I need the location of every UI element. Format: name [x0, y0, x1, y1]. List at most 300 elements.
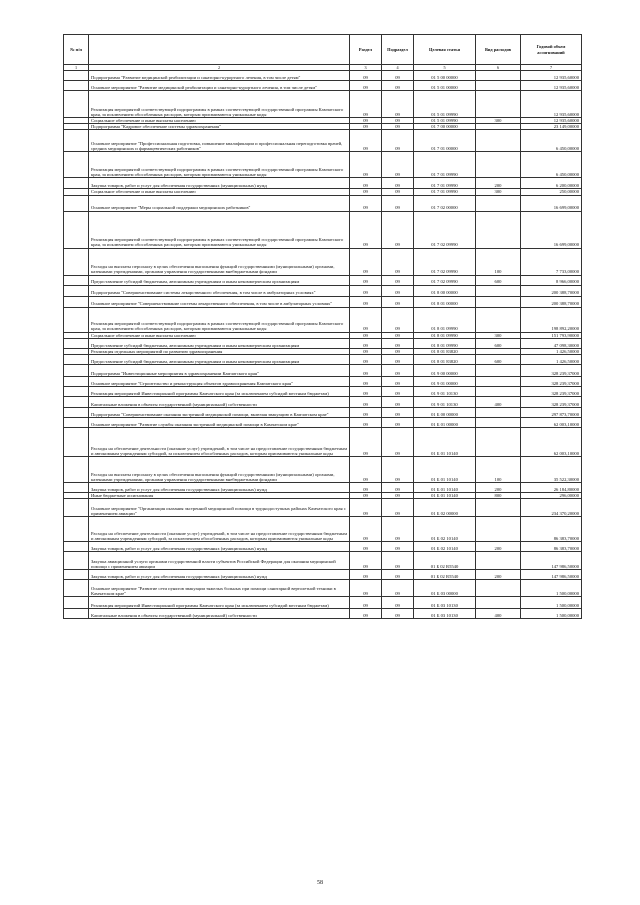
row-target-article-cell: 01 Б 02 R5540	[414, 570, 476, 580]
row-razdel-cell: 09	[350, 348, 382, 354]
row-amount-cell: 200 388,70000	[521, 285, 582, 296]
row-name-cell: Реализация мероприятий соответствующей подпрограммы в рамках соответствующей государственной программы Камчатского края, за исключением обособленных расходов, которым присваиваются уникальные коды	[89, 91, 350, 118]
row-podrazdel-cell: 09	[382, 81, 414, 91]
row-razdel-cell: 09	[350, 178, 382, 189]
row-target-article-cell: 01 8 01 09990	[414, 307, 476, 332]
row-expense-type-cell: 200	[476, 483, 521, 493]
row-target-article-cell: 01 7 01 09990	[414, 178, 476, 189]
table-row	[64, 457, 582, 483]
row-target-article-cell: 01 Б 01 10140	[414, 493, 476, 499]
row-number-cell	[64, 355, 89, 365]
row-name-cell: Основное мероприятие "Профессиональная подготовка, повышение квалификации и профессиональная переподготовка врачей, средних медицинских и фармацевтических работников"	[89, 130, 350, 152]
row-razdel-cell: 09	[350, 91, 382, 118]
row-amount-cell: 7 733,00000	[521, 248, 582, 275]
row-name-cell: Социальное обеспечение и иные выплаты населению	[89, 118, 350, 124]
table-row	[64, 517, 582, 542]
row-expense-type-cell: 300	[476, 118, 521, 124]
table-row	[64, 580, 582, 597]
row-target-article-cell: 01 Б 01 10140	[414, 457, 476, 483]
row-amount-cell: 234 370,20000	[521, 499, 582, 517]
row-target-article-cell: 01 Б 02 00000	[414, 499, 476, 517]
table-row	[64, 195, 582, 211]
row-number-cell	[64, 428, 89, 457]
row-name-cell: Реализация мероприятий Инвестиционной программы Камчатского края (за исключением субсидий местным бюджетам)	[89, 387, 350, 397]
row-name-cell: Подпрограмма "Совершенствование оказания экстренной медицинской помощи, включая эвакуацию в Камчатском крае"	[89, 408, 350, 418]
row-expense-type-cell	[476, 130, 521, 152]
row-razdel-cell: 09	[350, 307, 382, 332]
row-number-cell	[64, 296, 89, 307]
row-name-cell: Предоставление субсидий бюджетным, автономным учреждениям и иным некоммерческим организациям	[89, 355, 350, 365]
row-target-article-cell: 01 Б 03 00000	[414, 580, 476, 597]
row-amount-cell: 198 892,20000	[521, 307, 582, 332]
row-target-article-cell: 01 Б 01 00000	[414, 418, 476, 428]
row-expense-type-cell	[476, 91, 521, 118]
row-target-article-cell: 01 7 02 09990	[414, 275, 476, 285]
row-expense-type-cell	[476, 387, 521, 397]
row-target-article-cell: 01 7 01 09990	[414, 152, 476, 178]
row-number-cell	[64, 597, 89, 609]
row-amount-cell: 328 239,37000	[521, 365, 582, 377]
row-amount-cell: 147 986,50000	[521, 552, 582, 570]
column-index: 2	[89, 65, 350, 71]
row-number-cell	[64, 195, 89, 211]
row-podrazdel-cell: 09	[382, 130, 414, 152]
row-amount-cell: 12 935,60000	[521, 71, 582, 81]
row-number-cell	[64, 387, 89, 397]
header-target-article: Целевая статья	[414, 35, 476, 65]
row-amount-cell: 47 098,30000	[521, 338, 582, 348]
table-row	[64, 365, 582, 377]
table-row	[64, 91, 582, 118]
row-number-cell	[64, 483, 89, 493]
column-index: 1	[64, 65, 89, 71]
row-name-cell: Подпрограмма "Инвестиционные мероприятия в здравоохранении Камчатского края"	[89, 365, 350, 377]
row-podrazdel-cell: 09	[382, 570, 414, 580]
row-expense-type-cell: 800	[476, 493, 521, 499]
row-name-cell: Капитальные вложения в объекты государственной (муниципальной) собственности	[89, 397, 350, 408]
column-index: 5	[414, 65, 476, 71]
row-amount-cell: 16 699,00000	[521, 211, 582, 248]
row-name-cell: Основное мероприятие "Строительство и реконструкция объектов здравоохранения Камчатского края"	[89, 377, 350, 387]
row-number-cell	[64, 211, 89, 248]
row-podrazdel-cell: 09	[382, 124, 414, 130]
row-amount-cell: 250,00000	[521, 189, 582, 195]
row-podrazdel-cell: 09	[382, 275, 414, 285]
row-razdel-cell: 09	[350, 124, 382, 130]
row-target-article-cell: 01 8 00 00000	[414, 285, 476, 296]
row-expense-type-cell: 300	[476, 332, 521, 338]
row-expense-type-cell: 400	[476, 397, 521, 408]
row-target-article-cell: 01 5 01 09990	[414, 118, 476, 124]
row-amount-cell: 296,00000	[521, 493, 582, 499]
row-amount-cell: 147 986,50000	[521, 570, 582, 580]
row-amount-cell: 6 200,00000	[521, 178, 582, 189]
row-name-cell: Основное мероприятие "Развитие сети пунктов эвакуации тяжелых больных при помощи санитарной вертолетной техники в Камчатском крае"	[89, 580, 350, 597]
row-amount-cell: 151 793,90000	[521, 332, 582, 338]
row-expense-type-cell	[476, 428, 521, 457]
row-amount-cell: 1 426,50000	[521, 355, 582, 365]
row-podrazdel-cell: 09	[382, 408, 414, 418]
table-row	[64, 248, 582, 275]
row-target-article-cell: 01 7 02 00000	[414, 195, 476, 211]
row-amount-cell: 26 184,80000	[521, 483, 582, 493]
table-row	[64, 338, 582, 348]
row-name-cell: Основное мероприятие "Развитие медицинской реабилитации и санаторно-курортного лечения, в том числе детям"	[89, 81, 350, 91]
table-row	[64, 397, 582, 408]
row-number-cell	[64, 418, 89, 428]
row-target-article-cell: 01 Б 01 10140	[414, 483, 476, 493]
row-expense-type-cell	[476, 499, 521, 517]
row-podrazdel-cell: 09	[382, 542, 414, 552]
row-expense-type-cell	[476, 211, 521, 248]
row-number-cell	[64, 285, 89, 296]
header-name	[89, 35, 350, 65]
row-podrazdel-cell: 09	[382, 483, 414, 493]
row-number-cell	[64, 570, 89, 580]
row-razdel-cell: 09	[350, 332, 382, 338]
row-name-cell: Иные бюджетные ассигнования	[89, 493, 350, 499]
row-amount-cell: 62 003,10000	[521, 428, 582, 457]
row-amount-cell: 8 966,00000	[521, 275, 582, 285]
table-row	[64, 377, 582, 387]
row-name-cell: Основное мероприятие "Организация оказания экстренной медицинской помощи в труднодоступных районах Камчатского края с применением авиации"	[89, 499, 350, 517]
row-razdel-cell: 09	[350, 493, 382, 499]
row-razdel-cell: 09	[350, 552, 382, 570]
row-name-cell: Реализация отдельных мероприятий по развитию здравоохранения	[89, 348, 350, 354]
row-podrazdel-cell: 09	[382, 348, 414, 354]
row-razdel-cell: 09	[350, 609, 382, 619]
row-expense-type-cell: 300	[476, 189, 521, 195]
row-expense-type-cell	[476, 408, 521, 418]
row-amount-cell: 1 500,00000	[521, 609, 582, 619]
row-expense-type-cell	[476, 377, 521, 387]
row-number-cell	[64, 248, 89, 275]
column-index: 7	[521, 65, 582, 71]
row-expense-type-cell	[476, 285, 521, 296]
row-name-cell: Закупка авиационной услуги органами государственной власти субъектов Российской Федерации для оказания медицинской помощи с применением авиации	[89, 552, 350, 570]
row-target-article-cell: 01 Б 01 10140	[414, 428, 476, 457]
row-razdel-cell: 09	[350, 408, 382, 418]
row-number-cell	[64, 580, 89, 597]
row-razdel-cell: 09	[350, 377, 382, 387]
row-number-cell	[64, 499, 89, 517]
row-name-cell: Основное мероприятие "Меры социальной поддержки медицинских работников"	[89, 195, 350, 211]
row-number-cell	[64, 609, 89, 619]
row-amount-cell: 62 003,10000	[521, 418, 582, 428]
row-name-cell: Закупка товаров, работ и услуг для обеспечения государственных (муниципальных) нужд	[89, 178, 350, 189]
row-number-cell	[64, 275, 89, 285]
row-expense-type-cell	[476, 517, 521, 542]
row-amount-cell: 328 239,37000	[521, 387, 582, 397]
row-razdel-cell: 09	[350, 189, 382, 195]
row-podrazdel-cell: 09	[382, 307, 414, 332]
row-razdel-cell: 09	[350, 338, 382, 348]
row-expense-type-cell: 600	[476, 275, 521, 285]
row-name-cell: Основное мероприятие "Совершенствование системы лекарственного обеспечения, в том числе в амбулаторных условиях"	[89, 296, 350, 307]
row-podrazdel-cell: 09	[382, 397, 414, 408]
row-name-cell: Социальное обеспечение и иные выплаты населению	[89, 332, 350, 338]
row-amount-cell: 86 383,70000	[521, 517, 582, 542]
row-target-article-cell: 01 Б 03 10130	[414, 609, 476, 619]
row-name-cell: Капитальные вложения в объекты государственной (муниципальной) собственности	[89, 609, 350, 619]
row-razdel-cell: 09	[350, 211, 382, 248]
row-podrazdel-cell: 09	[382, 355, 414, 365]
row-expense-type-cell: 400	[476, 609, 521, 619]
row-podrazdel-cell: 09	[382, 118, 414, 124]
table-row	[64, 483, 582, 493]
table-body	[64, 71, 582, 619]
row-razdel-cell: 09	[350, 457, 382, 483]
row-name-cell: Подпрограмма "Кадровое обеспечение системы здравоохранения"	[89, 124, 350, 130]
row-podrazdel-cell: 09	[382, 152, 414, 178]
header-number: № п/п	[64, 35, 89, 65]
row-name-cell: Реализация мероприятий Инвестиционной программы Камчатского края (за исключением субсидий местным бюджетам)	[89, 597, 350, 609]
row-name-cell: Закупка товаров, работ и услуг для обеспечения государственных (муниципальных) нужд	[89, 483, 350, 493]
row-target-article-cell: 01 Б 02 10140	[414, 542, 476, 552]
row-target-article-cell: 01 Б 02 R5540	[414, 552, 476, 570]
row-target-article-cell: 01 9 00 00000	[414, 365, 476, 377]
row-amount-cell: 6 450,00000	[521, 152, 582, 178]
column-index: 3	[350, 65, 382, 71]
row-razdel-cell: 09	[350, 248, 382, 275]
row-expense-type-cell: 600	[476, 338, 521, 348]
row-expense-type-cell	[476, 152, 521, 178]
row-target-article-cell: 01 7 02 09990	[414, 248, 476, 275]
header-expense-type: Вид расходов	[476, 35, 521, 65]
table-row	[64, 542, 582, 552]
row-amount-cell: 328 239,37000	[521, 397, 582, 408]
table-row	[64, 296, 582, 307]
row-number-cell	[64, 377, 89, 387]
header-podrazdel: Подраздел	[382, 35, 414, 65]
row-razdel-cell: 09	[350, 81, 382, 91]
column-index: 4	[382, 65, 414, 71]
row-amount-cell: 16 699,00000	[521, 195, 582, 211]
row-razdel-cell: 09	[350, 428, 382, 457]
row-number-cell	[64, 552, 89, 570]
row-podrazdel-cell: 09	[382, 580, 414, 597]
row-amount-cell: 200 388,70000	[521, 296, 582, 307]
row-expense-type-cell	[476, 418, 521, 428]
row-name-cell: Социальное обеспечение и иные выплаты населению	[89, 189, 350, 195]
row-podrazdel-cell: 09	[382, 597, 414, 609]
row-target-article-cell: 01 8 01 09990	[414, 338, 476, 348]
row-amount-cell: 328 239,37000	[521, 377, 582, 387]
budget-allocation-table	[63, 34, 582, 619]
row-target-article-cell: 01 Б 03 10130	[414, 597, 476, 609]
row-podrazdel-cell: 09	[382, 71, 414, 81]
row-razdel-cell: 09	[350, 418, 382, 428]
row-podrazdel-cell: 09	[382, 178, 414, 189]
row-amount-cell: 12 935,60000	[521, 118, 582, 124]
row-number-cell	[64, 517, 89, 542]
table-row	[64, 81, 582, 91]
table-row	[64, 307, 582, 332]
table-row	[64, 211, 582, 248]
row-expense-type-cell	[476, 195, 521, 211]
row-expense-type-cell: 200	[476, 542, 521, 552]
table-row	[64, 609, 582, 619]
row-amount-cell: 35 522,30000	[521, 457, 582, 483]
row-amount-cell: 297 873,70000	[521, 408, 582, 418]
row-target-article-cell: 01 Б 00 00000	[414, 408, 476, 418]
row-number-cell	[64, 81, 89, 91]
row-expense-type-cell: 100	[476, 457, 521, 483]
row-podrazdel-cell: 09	[382, 332, 414, 338]
row-podrazdel-cell: 09	[382, 189, 414, 195]
table-row	[64, 428, 582, 457]
row-target-article-cell: 01 9 01 10130	[414, 387, 476, 397]
row-name-cell: Расходы на обеспечение деятельности (оказание услуг) учреждений, в том числе на предоставление государственным бюджетным и автономным учреждениям субсидий, за исключением обособленных расходов, которым присваиваются уникальные коды	[89, 428, 350, 457]
row-name-cell: Подпрограмма "Развитие медицинской реабилитации и санаторно-курортного лечения, в том числе детям"	[89, 71, 350, 81]
row-podrazdel-cell: 09	[382, 338, 414, 348]
table-row	[64, 355, 582, 365]
row-podrazdel-cell: 09	[382, 296, 414, 307]
row-number-cell	[64, 397, 89, 408]
row-expense-type-cell: 200	[476, 570, 521, 580]
table-row	[64, 387, 582, 397]
row-podrazdel-cell: 09	[382, 552, 414, 570]
table-row	[64, 570, 582, 580]
row-number-cell	[64, 152, 89, 178]
row-razdel-cell: 09	[350, 285, 382, 296]
row-number-cell	[64, 91, 89, 118]
row-amount-cell: 1 426,50000	[521, 348, 582, 354]
row-podrazdel-cell: 09	[382, 195, 414, 211]
row-razdel-cell: 09	[350, 483, 382, 493]
row-target-article-cell: 01 Б 02 10140	[414, 517, 476, 542]
row-podrazdel-cell: 09	[382, 377, 414, 387]
row-number-cell	[64, 307, 89, 332]
row-target-article-cell: 01 7 02 09990	[414, 211, 476, 248]
row-target-article-cell: 01 9 01 10130	[414, 397, 476, 408]
row-amount-cell: 12 935,60000	[521, 91, 582, 118]
budget-table-sheet	[63, 34, 581, 619]
table-row	[64, 152, 582, 178]
row-podrazdel-cell: 09	[382, 285, 414, 296]
row-razdel-cell: 09	[350, 130, 382, 152]
row-razdel-cell: 09	[350, 580, 382, 597]
row-target-article-cell: 01 5 01 09990	[414, 91, 476, 118]
row-expense-type-cell	[476, 552, 521, 570]
row-amount-cell: 1 500,00000	[521, 597, 582, 609]
table-row	[64, 597, 582, 609]
table-row	[64, 71, 582, 81]
table-row	[64, 130, 582, 152]
row-number-cell	[64, 71, 89, 81]
row-amount-cell: 1 500,00000	[521, 580, 582, 597]
row-target-article-cell: 01 5 00 00000	[414, 71, 476, 81]
row-name-cell: Расходы на выплаты персоналу в целях обеспечения выполнения функций государственными (муниципальными) органами, казенными учреждениями, органами управления государственными внебюджетными фондами	[89, 457, 350, 483]
row-razdel-cell: 09	[350, 275, 382, 285]
row-target-article-cell: 01 8 01 09990	[414, 332, 476, 338]
row-podrazdel-cell: 09	[382, 499, 414, 517]
row-expense-type-cell	[476, 71, 521, 81]
row-number-cell	[64, 338, 89, 348]
row-number-cell	[64, 542, 89, 552]
row-number-cell	[64, 365, 89, 377]
row-razdel-cell: 09	[350, 296, 382, 307]
header-razdel: Раздел	[350, 35, 382, 65]
row-expense-type-cell	[476, 296, 521, 307]
row-podrazdel-cell: 09	[382, 211, 414, 248]
row-razdel-cell: 09	[350, 517, 382, 542]
row-number-cell	[64, 178, 89, 189]
row-target-article-cell: 01 8 01 83820	[414, 348, 476, 354]
row-name-cell: Закупка товаров, работ и услуг для обеспечения государственных (муниципальных) нужд	[89, 542, 350, 552]
row-name-cell: Основное мероприятие "Развитие службы оказания экстренной медицинской помощи в Камчатском крае"	[89, 418, 350, 428]
row-name-cell: Подпрограмма "Совершенствование системы лекарственного обеспечения, в том числе в амбулаторных условиях"	[89, 285, 350, 296]
row-expense-type-cell: 600	[476, 355, 521, 365]
row-amount-cell: 23 149,00000	[521, 124, 582, 130]
row-podrazdel-cell: 09	[382, 609, 414, 619]
row-expense-type-cell: 200	[476, 178, 521, 189]
row-razdel-cell: 09	[350, 542, 382, 552]
table-row	[64, 418, 582, 428]
row-razdel-cell: 09	[350, 152, 382, 178]
row-target-article-cell: 01 7 01 00000	[414, 130, 476, 152]
row-number-cell	[64, 408, 89, 418]
table-header-row	[64, 35, 582, 65]
row-expense-type-cell	[476, 365, 521, 377]
page-number: 58	[317, 880, 323, 886]
row-target-article-cell: 01 7 00 00000	[414, 124, 476, 130]
row-name-cell: Расходы на выплаты персоналу в целях обеспечения выполнения функций государственными (муниципальными) органами, казенными учреждениями, органами управления государственными внебюджетными фондами	[89, 248, 350, 275]
row-podrazdel-cell: 09	[382, 248, 414, 275]
row-amount-cell: 86 383,70000	[521, 542, 582, 552]
row-name-cell: Реализация мероприятий соответствующей подпрограммы в рамках соответствующей государственной программы Камчатского края, за исключением обособленных расходов, которым присваиваются уникальные коды	[89, 211, 350, 248]
column-index: 6	[476, 65, 521, 71]
row-expense-type-cell	[476, 597, 521, 609]
table-row	[64, 275, 582, 285]
table-row	[64, 285, 582, 296]
table-row	[64, 499, 582, 517]
row-razdel-cell: 09	[350, 499, 382, 517]
row-razdel-cell: 09	[350, 71, 382, 81]
table-row	[64, 408, 582, 418]
row-podrazdel-cell: 09	[382, 91, 414, 118]
row-target-article-cell: 01 9 01 00000	[414, 377, 476, 387]
row-number-cell	[64, 130, 89, 152]
header-annual-amount: Годовой объем ассигнований	[521, 35, 582, 65]
row-podrazdel-cell: 09	[382, 428, 414, 457]
row-expense-type-cell	[476, 580, 521, 597]
row-razdel-cell: 09	[350, 397, 382, 408]
row-podrazdel-cell: 09	[382, 493, 414, 499]
row-expense-type-cell: 100	[476, 248, 521, 275]
row-name-cell: Реализация мероприятий соответствующей подпрограммы в рамках соответствующей государственной программы Камчатского края, за исключением обособленных расходов, которым присваиваются уникальные коды	[89, 152, 350, 178]
row-target-article-cell: 01 8 01 00000	[414, 296, 476, 307]
table-row	[64, 552, 582, 570]
row-podrazdel-cell: 09	[382, 418, 414, 428]
row-name-cell: Реализация мероприятий соответствующей подпрограммы в рамках соответствующей государственной программы Камчатского края, за исключением обособленных расходов, которым присваиваются уникальные коды	[89, 307, 350, 332]
row-razdel-cell: 09	[350, 387, 382, 397]
row-number-cell	[64, 457, 89, 483]
row-amount-cell: 6 450,00000	[521, 130, 582, 152]
row-razdel-cell: 09	[350, 195, 382, 211]
row-expense-type-cell	[476, 307, 521, 332]
row-name-cell: Предоставление субсидий бюджетным, автономным учреждениям и иным некоммерческим организациям	[89, 275, 350, 285]
row-expense-type-cell	[476, 81, 521, 91]
row-target-article-cell: 01 5 01 00000	[414, 81, 476, 91]
row-razdel-cell: 09	[350, 597, 382, 609]
row-razdel-cell: 09	[350, 355, 382, 365]
row-name-cell: Расходы на обеспечение деятельности (оказание услуг) учреждений, в том числе на предоставление государственным бюджетным и автономным учреждениям субсидий, за исключением обособленных расходов, которым присваиваются уникальные коды	[89, 517, 350, 542]
row-target-article-cell: 01 7 01 09990	[414, 189, 476, 195]
row-podrazdel-cell: 09	[382, 365, 414, 377]
row-razdel-cell: 09	[350, 570, 382, 580]
table-row	[64, 178, 582, 189]
